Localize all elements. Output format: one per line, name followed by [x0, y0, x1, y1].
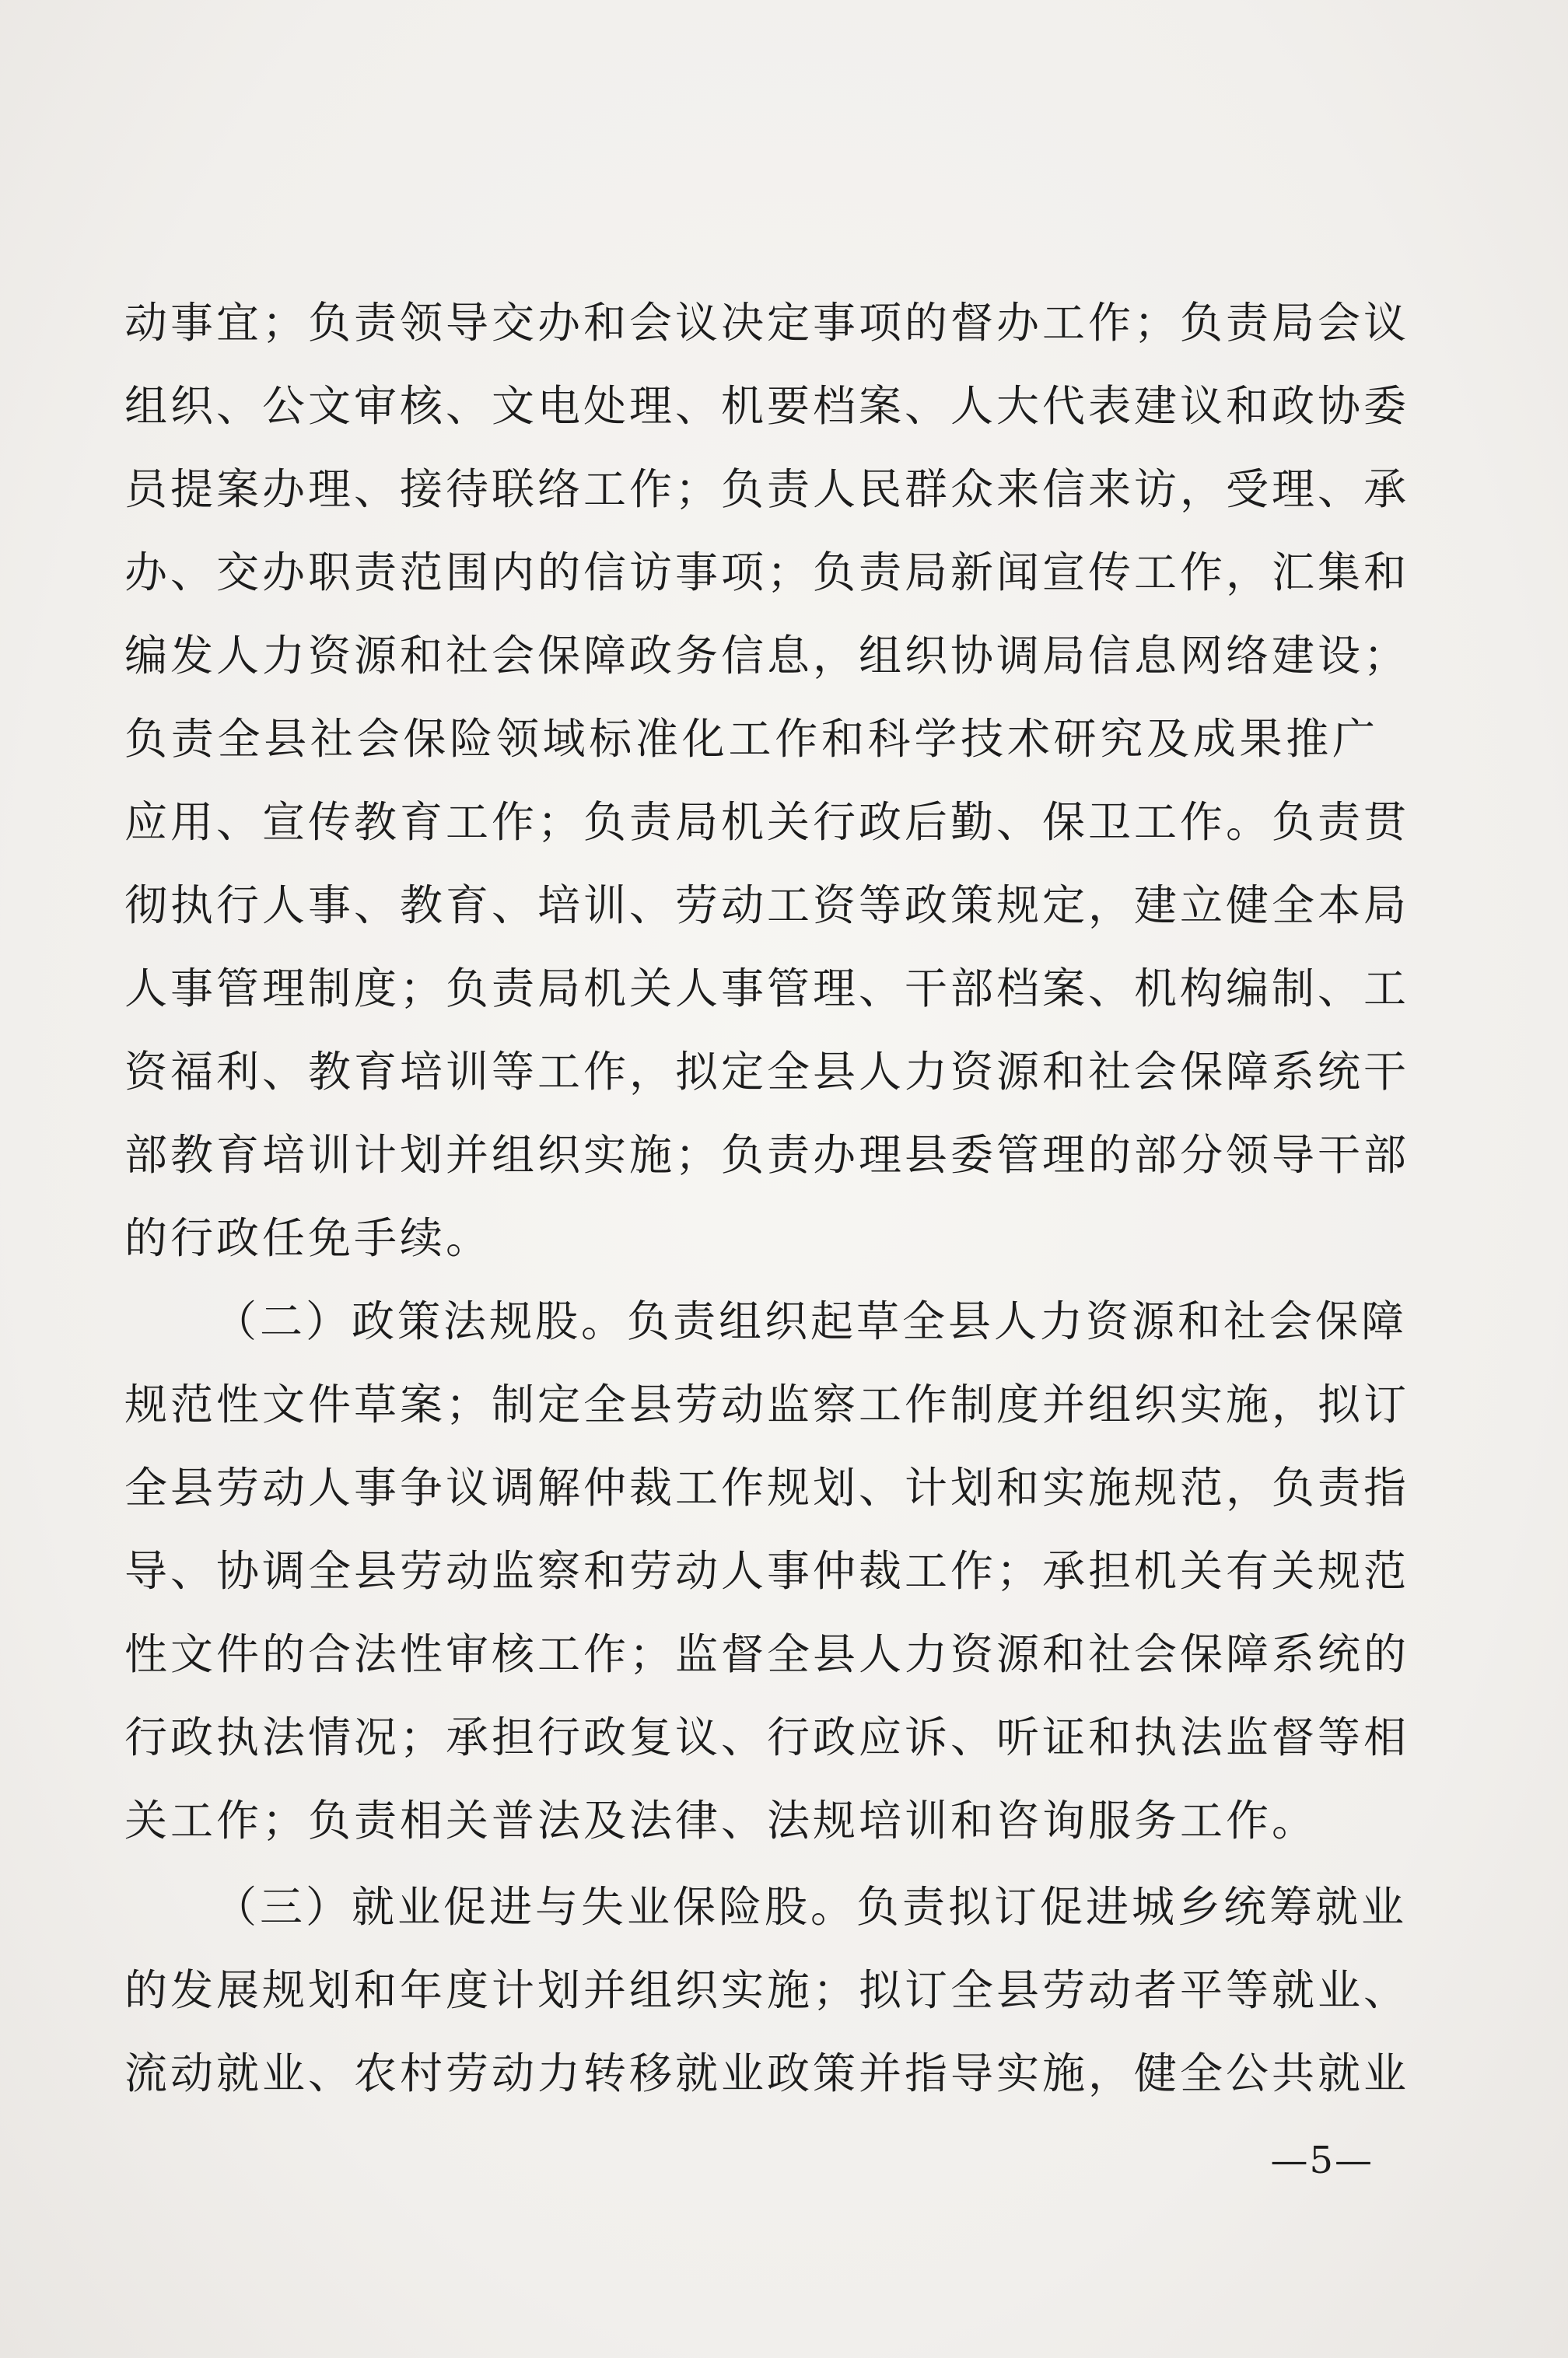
- text-line: 应用、宣传教育工作；负责局机关行政后勤、保卫工作。负责贯: [124, 797, 1410, 847]
- text-line: 的发展规划和年度计划并组织实施；拟订全县劳动者平等就业、: [124, 1965, 1410, 2015]
- section-heading-line: （三）就业促进与失业保险股。负责拟订促进城乡统筹就业: [214, 1882, 1408, 1932]
- text-line: 人事管理制度；负责局机关人事管理、干部档案、机构编制、工: [124, 964, 1410, 1013]
- page-number: —5—: [1270, 2139, 1374, 2182]
- text-line: 关工作；负责相关普法及法律、法规培训和咨询服务工作。: [124, 1796, 1318, 1845]
- text-line: 全县劳动人事争议调解仲裁工作规划、计划和实施规范，负责指: [124, 1463, 1410, 1513]
- paragraph-employment-promotion: [124, 1866, 1410, 2115]
- text-line: 行政执法情况；承担行政复议、行政应诉、听证和执法监督等相: [124, 1713, 1410, 1762]
- text-line: 彻执行人事、教育、培训、劳动工资等政策规定，建立健全本局: [124, 880, 1410, 930]
- text-line: 流动就业、农村劳动力转移就业政策并指导实施，健全公共就业: [124, 2048, 1410, 2098]
- text-line: 规范性文件草案；制定全县劳动监察工作制度并组织实施，拟订: [124, 1380, 1410, 1429]
- text-line: 办、交办职责范围内的信访事项；负责局新闻宣传工作，汇集和: [124, 548, 1410, 597]
- document-body: [124, 282, 1410, 2115]
- text-line: 部教育培训计划并组织实施；负责办理县委管理的部分领导干部: [124, 1130, 1410, 1180]
- text-line: 的行政任免手续。: [124, 1213, 492, 1263]
- text-line: 员提案办理、接待联络工作；负责人民群众来信来访，受理、承: [124, 464, 1410, 514]
- text-line: 资福利、教育培训等工作，拟定全县人力资源和社会保障系统干: [124, 1047, 1410, 1097]
- text-line: 性文件的合法性审核工作；监督全县人力资源和社会保障系统的: [124, 1629, 1410, 1679]
- paragraph-policy-regulations: [124, 1280, 1410, 1863]
- paragraph-office-duties: [124, 282, 1410, 1280]
- text-line: 动事宜；负责领导交办和会议决定事项的督办工作；负责局会议: [124, 298, 1410, 348]
- text-line: 编发人力资源和社会保障政务信息，组织协调局信息网络建设；: [124, 631, 1410, 680]
- text-line: 组织、公文审核、文电处理、机要档案、人大代表建议和政协委: [124, 381, 1410, 431]
- section-heading-line: （二）政策法规股。负责组织起草全县人力资源和社会保障: [214, 1296, 1408, 1346]
- text-line: 负责全县社会保险领域标准化工作和科学技术研究及成果推广: [124, 714, 1378, 764]
- text-line: 导、协调全县劳动监察和劳动人事仲裁工作；承担机关有关规范: [124, 1546, 1410, 1596]
